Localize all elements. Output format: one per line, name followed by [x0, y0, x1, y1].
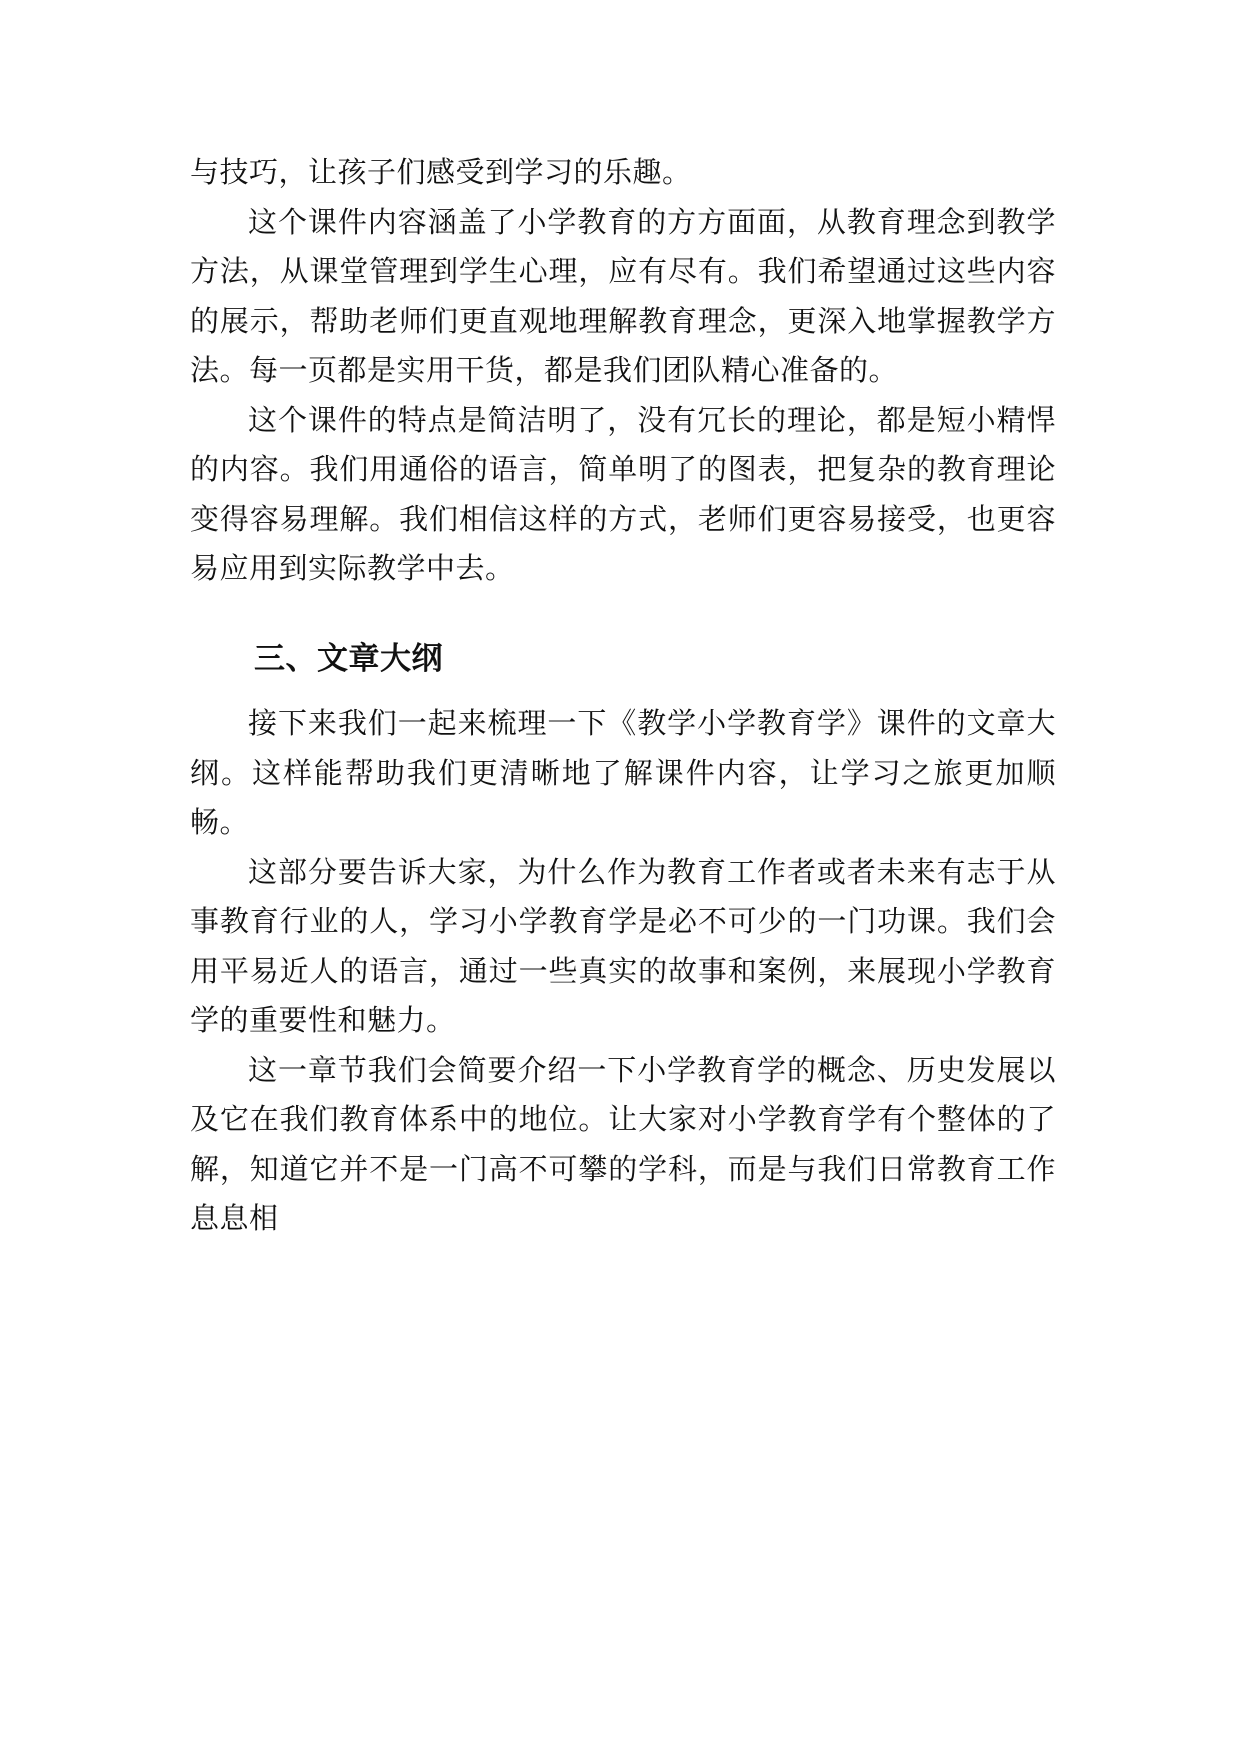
paragraph-continuation: 与技巧，让孩子们感受到学习的乐趣。: [190, 155, 692, 189]
paragraph-courseware-content: 这个课件内容涵盖了小学教育的方方面面，从教育理念到教学方法，从课堂管理到学生心理，应有尽有。我们希望通过这些内容的展示，帮助老师们更直观地理解教育理念，更深入地掌握教学方法。每一页都是实用干货，都是我们团队精心准备的。: [190, 204, 1056, 387]
paragraph-why-study: 这部分要告诉大家，为什么作为教育工作者或者未来有志于从事教育行业的人，学习小学教育学是必不可少的一门功课。我们会用平易近人的语言，通过一些真实的故事和案例，来展现小学教育学的重要性和魅力。: [190, 854, 1056, 1037]
document-page: [190, 148, 1056, 1244]
paragraph-chapter-overview: 这一章节我们会简要介绍一下小学教育学的概念、历史发展以及它在我们教育体系中的地位。让大家对小学教育学有个整体的了解，知道它并不是一门高不可攀的学科，而是与我们日常教育工作息息相: [190, 1052, 1056, 1235]
paragraph-courseware-features: 这个课件的特点是简洁明了，没有冗长的理论，都是短小精悍的内容。我们用通俗的语言，简单明了的图表，把复杂的教育理论变得容易理解。我们相信这样的方式，老师们更容易接受，也更容易应用到实际教学中去。: [190, 402, 1056, 585]
section-heading: 三、文章大纲: [254, 640, 443, 677]
paragraph-outline-intro: 接下来我们一起来梳理一下《教学小学教育学》课件的文章大纲。这样能帮助我们更清晰地了解课件内容，让学习之旅更加顺畅。: [190, 706, 1056, 839]
